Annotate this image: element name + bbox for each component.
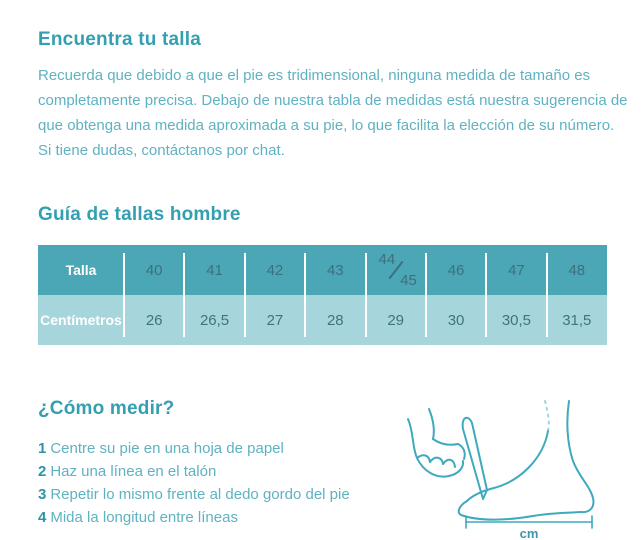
- how-to-measure-title: ¿Cómo medir?: [38, 398, 175, 419]
- foot-measurement-illustration: [402, 389, 607, 540]
- table-column: [184, 245, 244, 345]
- cm-label: cm: [519, 526, 539, 540]
- step-text: Haz una línea en el talón: [50, 463, 217, 480]
- cm-cell: 27: [245, 295, 305, 345]
- step-number: 2: [38, 463, 47, 480]
- size-45: 45: [400, 272, 417, 289]
- size-cell: 46: [426, 245, 486, 295]
- cm-cell: 26: [124, 295, 184, 345]
- measure-steps-list: [38, 437, 402, 529]
- cm-cell: 31,5: [547, 295, 607, 345]
- row-label-talla: Talla: [38, 245, 124, 295]
- table-column: [486, 245, 546, 345]
- step-number: 3: [38, 486, 47, 503]
- step-text: Centre su pie en una hoja de papel: [50, 440, 284, 457]
- intro-title: Encuentra tu talla: [38, 29, 202, 50]
- table-label-column: [38, 245, 124, 345]
- measure-step: [38, 483, 402, 506]
- size-cell: 43: [305, 245, 365, 295]
- table-column: [366, 245, 426, 345]
- cm-cell: 30,5: [486, 295, 546, 345]
- size-guide-title: Guía de tallas hombre: [38, 204, 241, 225]
- size-44: 44: [378, 251, 396, 268]
- intro-line: que obtenga una medida aproximada a su pie, lo que facilita la elección de su número.: [38, 117, 615, 134]
- how-to-measure-section: [38, 397, 607, 540]
- cm-cell: 29: [366, 295, 426, 345]
- cm-cell: 28: [305, 295, 365, 345]
- measure-step: [38, 460, 402, 483]
- size-cell: 40: [124, 245, 184, 295]
- table-column: [426, 245, 486, 345]
- intro-line: Recuerda que debido a que el pie es tridimensional, ninguna medida de tamaño es: [38, 67, 591, 84]
- step-text: Repetir lo mismo frente al dedo gordo del pie: [50, 486, 350, 503]
- foot-pencil-drawing: [408, 401, 593, 520]
- row-label-centimetros: Centímetros: [38, 295, 124, 345]
- step-number: 4: [38, 509, 47, 526]
- measure-step: [38, 437, 402, 460]
- step-number: 1: [38, 440, 47, 457]
- cm-cell: 30: [426, 295, 486, 345]
- intro-paragraph: [38, 63, 628, 163]
- size-cell-44-45: [366, 245, 426, 295]
- table-column: [245, 245, 305, 345]
- how-to-measure-text: [38, 397, 402, 529]
- size-cell: 41: [184, 245, 244, 295]
- intro-line: Si tiene dudas, contáctanos por chat.: [38, 142, 285, 159]
- size-table: [38, 245, 607, 345]
- table-column: [305, 245, 365, 345]
- size-cell: 47: [486, 245, 546, 295]
- size-cell: 42: [245, 245, 305, 295]
- measure-step: [38, 506, 402, 529]
- cm-cell: 26,5: [184, 295, 244, 345]
- table-column: [547, 245, 607, 345]
- step-text: Mida la longitud entre líneas: [50, 509, 238, 526]
- size-cell: 48: [547, 245, 607, 295]
- intro-line: completamente precisa. Debajo de nuestra tabla de medidas está nuestra sugerencia de: [38, 92, 628, 109]
- table-column: [124, 245, 184, 345]
